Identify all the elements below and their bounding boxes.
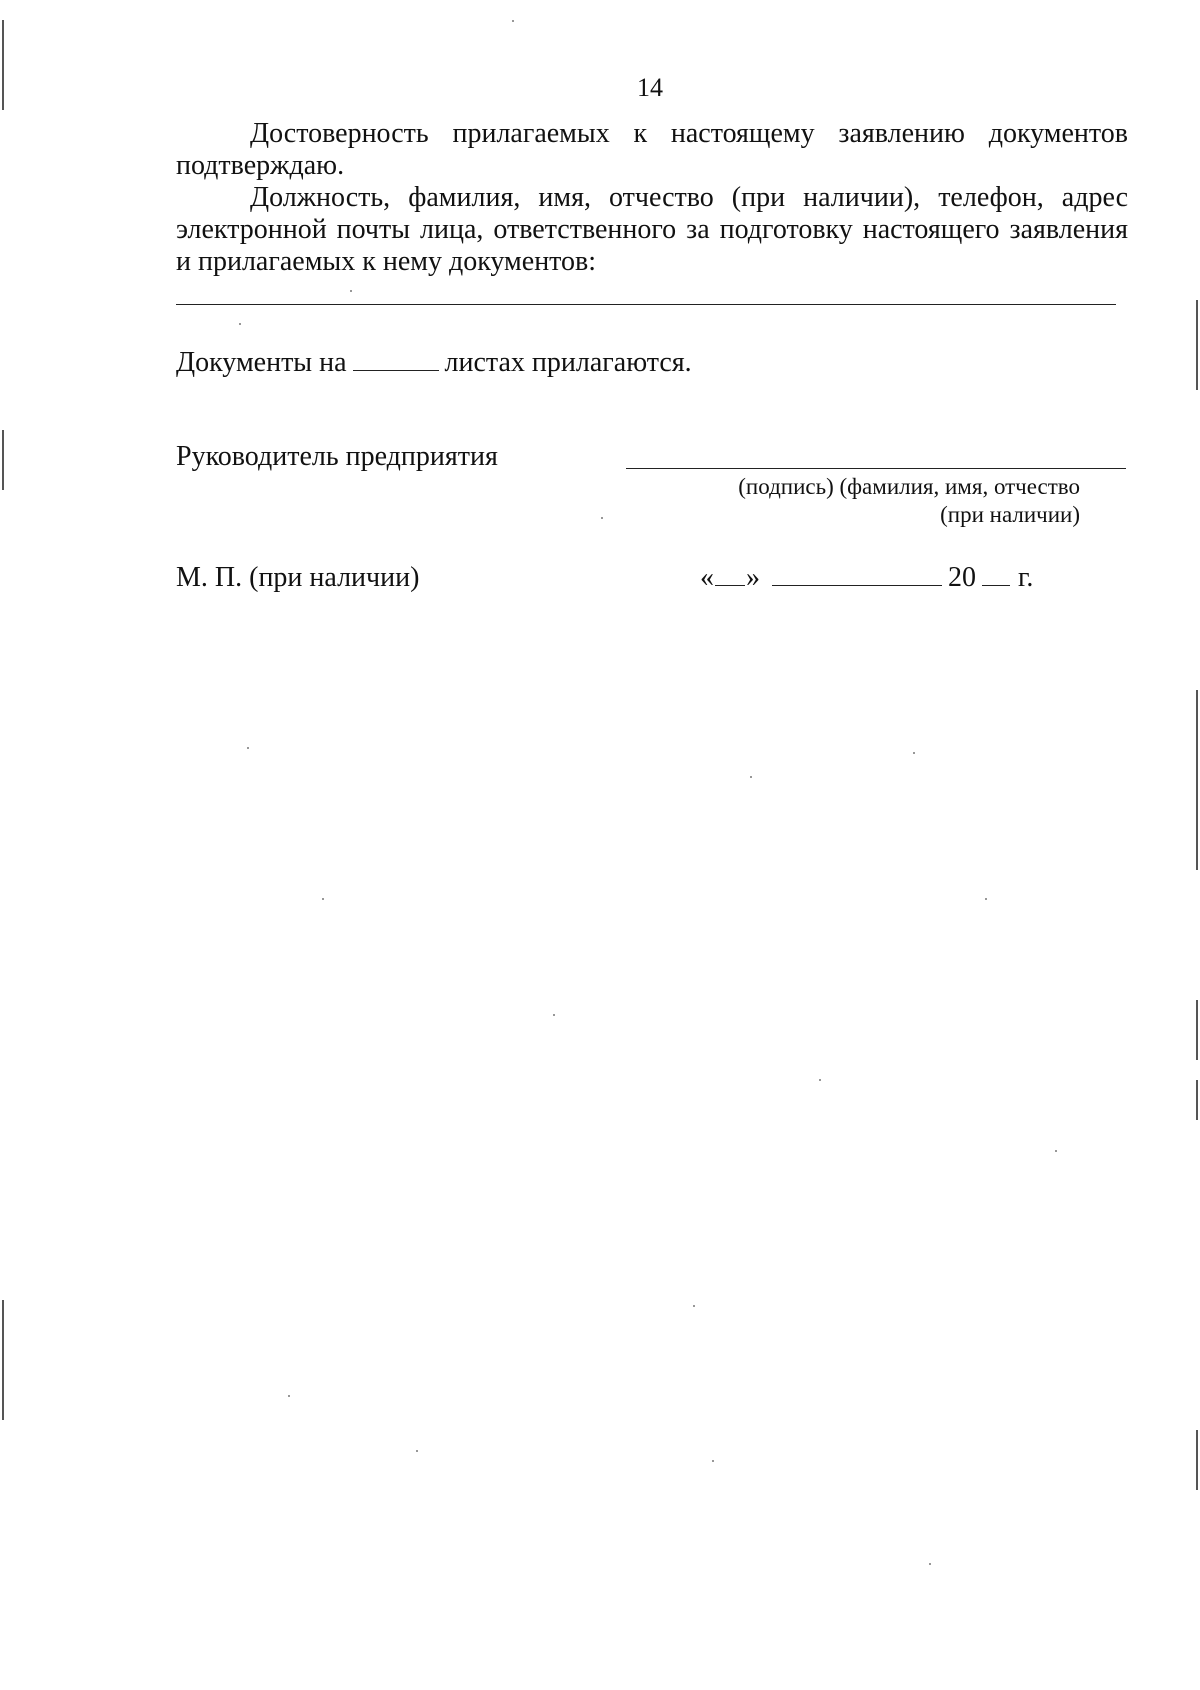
signature-hint-note: (при наличии): [940, 502, 1080, 527]
scan-edge-mark: [1196, 1080, 1198, 1120]
day-blank: [715, 561, 745, 586]
scan-speck: [416, 1450, 418, 1452]
stamp-label: М. П. (при наличии): [176, 562, 420, 593]
scan-speck: [819, 1079, 821, 1081]
scan-speck: [712, 1460, 714, 1462]
scan-edge-mark: [2, 1300, 4, 1420]
documents-prefix: Документы на: [176, 347, 347, 378]
month-blank: [772, 561, 942, 586]
scan-speck: [350, 290, 352, 292]
scan-speck: [693, 1305, 695, 1307]
scan-edge-mark: [2, 430, 4, 490]
year-blank: [982, 561, 1010, 586]
date-row: [700, 561, 1033, 594]
scan-speck: [247, 747, 249, 749]
contact-fill-line: [176, 304, 1116, 305]
date-close-quote: »: [746, 562, 760, 593]
signature-hint: (подпись) (фамилия, имя, отчество: [738, 474, 1080, 499]
scan-edge-mark: [1196, 690, 1198, 870]
scan-speck: [512, 20, 514, 22]
scan-edge-mark: [1196, 1430, 1198, 1490]
year-prefix: 20: [948, 562, 976, 593]
documents-sheets-row: [176, 346, 692, 379]
confirmation-paragraph: Достоверность прилагаемых к настоящему заявлению документов подтверждаю.: [176, 118, 1128, 181]
scan-edge-mark: [1196, 1000, 1198, 1060]
scan-edge-mark: [1196, 300, 1198, 390]
year-suffix: г.: [1018, 562, 1034, 593]
scan-speck: [1055, 1150, 1057, 1152]
scan-speck: [929, 1563, 931, 1565]
date-open-quote: «: [700, 562, 714, 593]
page-number: 14: [637, 73, 663, 102]
documents-suffix: листах прилагаются.: [444, 347, 692, 378]
scan-speck: [985, 898, 987, 900]
scan-speck: [913, 752, 915, 754]
scan-speck: [601, 517, 603, 519]
scan-edge-mark: [2, 20, 4, 110]
scan-speck: [322, 898, 324, 900]
scan-speck: [288, 1395, 290, 1397]
head-of-enterprise-label: Руководитель предприятия: [176, 441, 498, 472]
scan-speck: [750, 776, 752, 778]
scan-speck: [239, 323, 241, 325]
sheets-count-blank: [353, 346, 439, 371]
responsible-person-paragraph: Должность, фамилия, имя, отчество (при наличии), телефон, адрес электронной почты лица, ответственного за подготовку настоящего заявления и прилагаемых к нему документов:: [176, 182, 1128, 277]
signature-line: [626, 468, 1126, 469]
scan-speck: [553, 1014, 555, 1016]
